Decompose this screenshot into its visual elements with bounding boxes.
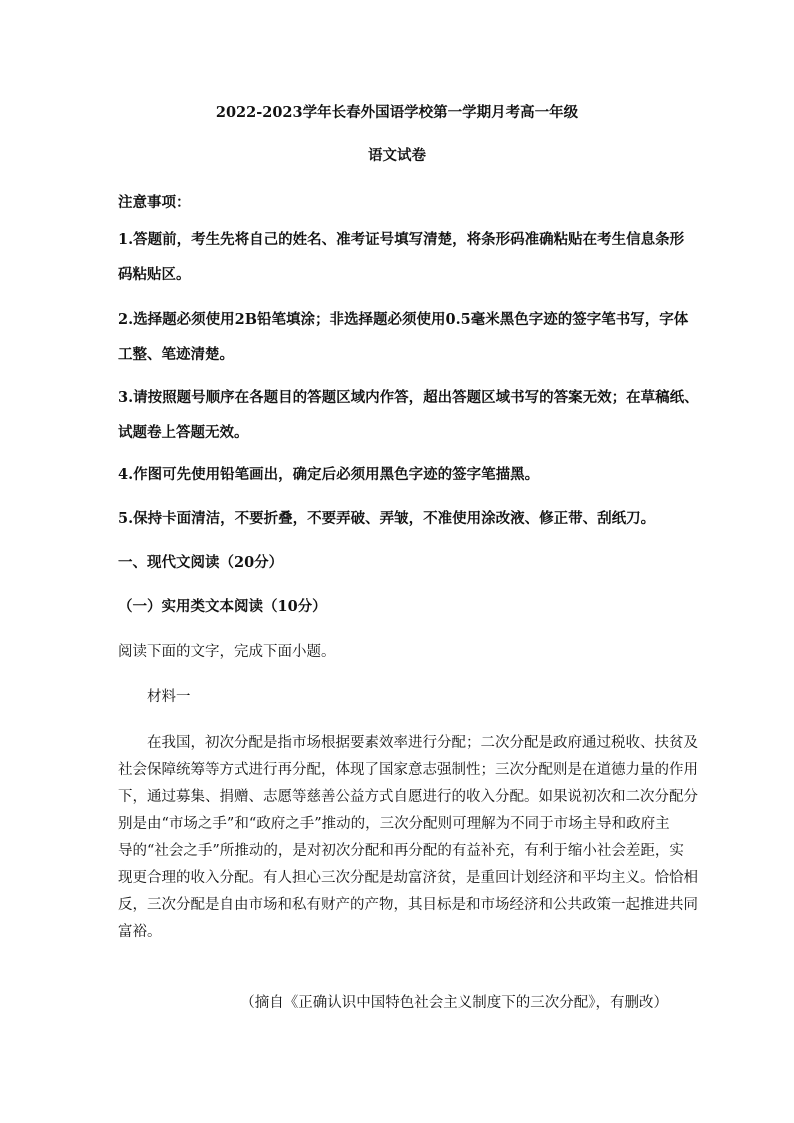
notice-item-1-line-2: 码粘贴区。 bbox=[118, 266, 191, 283]
material-paragraph bbox=[118, 730, 698, 946]
exam-title: 2022-2023学年长春外国语学校第一学期月考高一年级 bbox=[215, 104, 579, 121]
paragraph-line-3: 下，通过募集、捐赠、志愿等慈善公益方式自愿进行的收入分配。如果说初次和二次分配分 bbox=[118, 789, 698, 805]
notice-item-1-line-1: 1.答题前，考生先将自己的姓名、准考证号填写清楚，将条形码准确粘贴在考生信息条形 bbox=[118, 231, 685, 248]
notice-item-4: 4.作图可先使用铅笔画出，确定后必须用黑色字迹的签字笔描黑。 bbox=[118, 466, 540, 483]
section-heading: 一、现代文阅读（20分） bbox=[118, 554, 284, 571]
paragraph-line-4: 别是由“市场之手”和“政府之手”推动的，三次分配则可理解为不同于市场主导和政府主 bbox=[118, 816, 670, 832]
paragraph-line-8: 富裕。 bbox=[118, 924, 162, 940]
source-citation: （摘自《正确认识中国特色社会主义制度下的三次分配》，有删改） bbox=[240, 995, 668, 1011]
paragraph-line-5: 导的“社会之手”所推动的，是对初次分配和再分配的有益补充，有利于缩小社会差距，实 bbox=[118, 843, 684, 859]
notice-item-3-line-1: 3.请按照题号顺序在各题目的答题区域内作答，超出答题区域书写的答案无效；在草稿纸、 bbox=[118, 389, 699, 406]
exam-subtitle: 语文试卷 bbox=[368, 147, 426, 164]
paragraph-line-2: 社会保障统筹等方式进行再分配，体现了国家意志强制性；三次分配则是在道德力量的作用 bbox=[118, 762, 698, 778]
notice-item-2-line-2: 工整、笔迹清楚。 bbox=[118, 346, 234, 363]
subsection-heading: （一）实用类文本阅读（10分） bbox=[118, 598, 327, 615]
notice-item-1 bbox=[118, 230, 685, 285]
notice-item-5: 5.保持卡面清洁，不要折叠，不要弄破、弄皱，不准使用涂改液、修正带、刮纸刀。 bbox=[118, 510, 656, 527]
instruction-text: 阅读下面的文字，完成下面小题。 bbox=[118, 644, 336, 660]
notice-item-2-line-1: 2.选择题必须使用2B铅笔填涂；非选择题必须使用0.5毫米黑色字迹的签字笔书写，字体 bbox=[118, 311, 689, 328]
paragraph-line-1: 在我国，初次分配是指市场根据要素效率进行分配；二次分配是政府通过税收、扶贫及 bbox=[147, 735, 698, 751]
notice-item-3 bbox=[118, 388, 699, 443]
notice-item-3-line-2: 试题卷上答题无效。 bbox=[118, 424, 249, 441]
notice-item-2 bbox=[118, 310, 689, 365]
paragraph-line-7: 反，三次分配是自由市场和私有财产的产物，其目标是和市场经济和公共政策一起推进共同 bbox=[118, 897, 698, 913]
material-label: 材料一 bbox=[147, 689, 191, 705]
paragraph-line-6: 现更合理的收入分配。有人担心三次分配是劫富济贫，是重回计划经济和平均主义。恰恰相 bbox=[118, 870, 698, 886]
notice-heading: 注意事项： bbox=[118, 194, 191, 211]
